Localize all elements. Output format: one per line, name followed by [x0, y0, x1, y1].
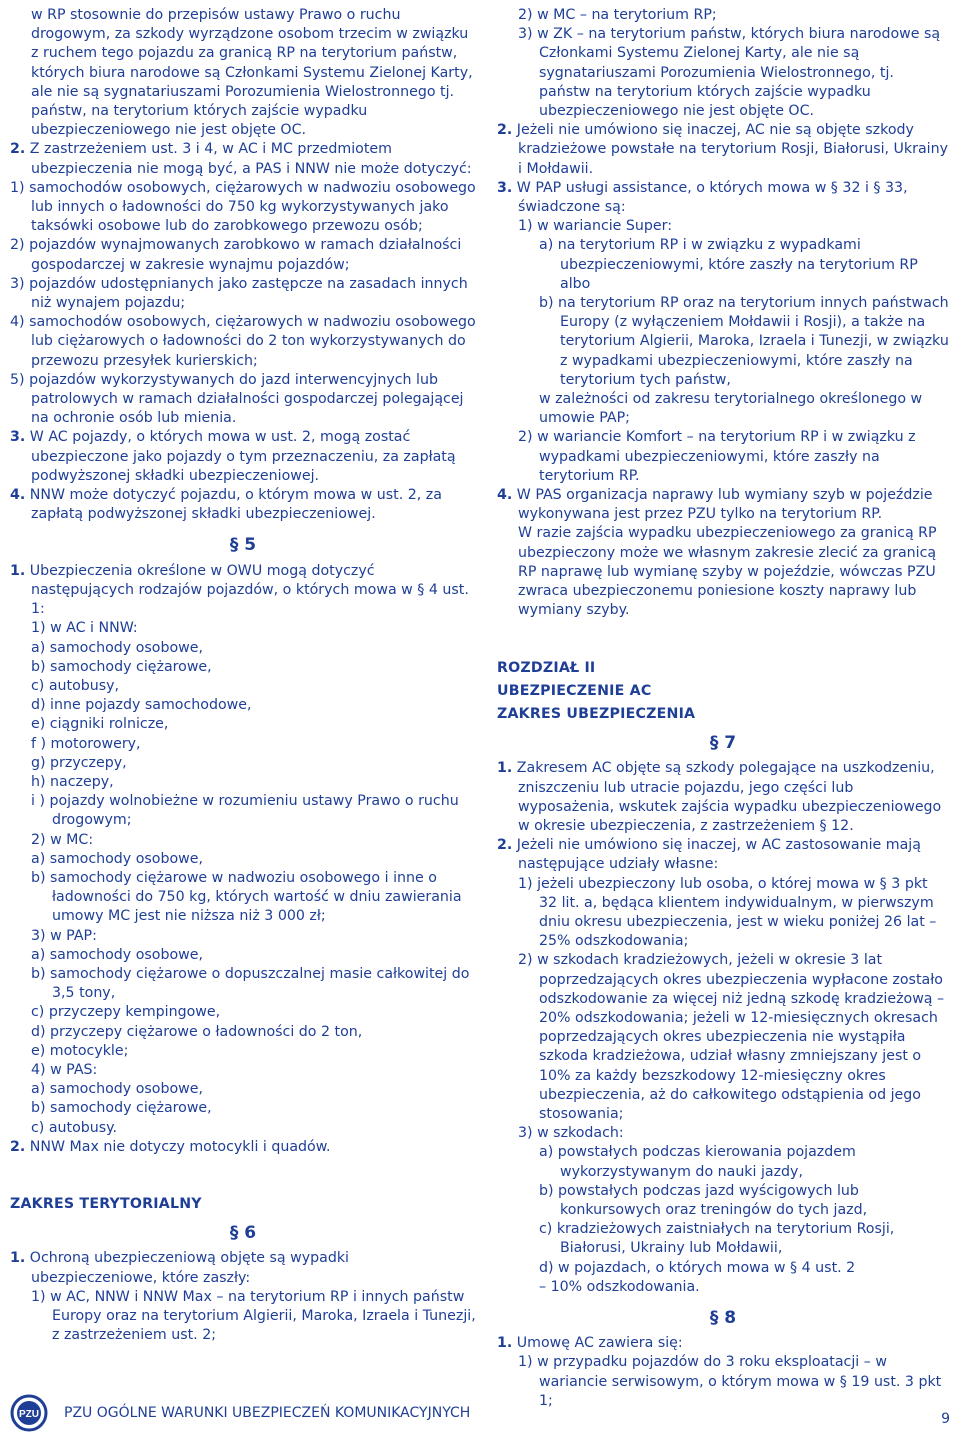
list-item: f ) motorowery, — [31, 735, 141, 752]
list-item: g) przyczepy, — [31, 754, 127, 771]
variant-komfort: 2) w wariancie Komfort – na terytorium RP i w związku z wypadkami ubezpieczeniowymi, które zaszły na terytorium RP. — [518, 429, 916, 484]
list-item: b) na terytorium RP oraz na terytorium innych państwach Europy (z wyłączeniem Mołdawii i Rosji), a także na terytorium Algierii, Maroka, Izraela i Tunezji, w związku z wypadkami ubezpieczeniowymi, które zaszły na terytorium tych państw, — [539, 295, 949, 388]
group-heading: 1) w AC i NNW: — [31, 620, 138, 637]
paragraph-4: 4. NNW może dotyczyć pojazdu, o którym mowa w ust. 2, za zapłatą podwyższonej składki ubezpieczeniowej. — [10, 487, 442, 523]
variant-super-tail: w zależności od zakresu terytorialnego określonego w umowie PAP; — [539, 391, 923, 427]
list-item: b) samochody ciężarowe, — [31, 1100, 212, 1117]
list-item: 1) samochodów osobowych, ciężarowych w nadwoziu osobowego lub innych o ładowności do 750 kg wykorzystywanych jako taksówki osobowe lub do zarobkowego przewozu osób; — [10, 179, 476, 235]
paragraph-4-continued: W razie zajścia wypadku ubezpieczeniowego za granicą RP ubezpieczony może we własnym zakresie zlecić za granicą RP naprawę lub wymianę szyby w pojeździe, wówczas PZU zwraca ubezpieczonemu poniesione koszty naprawy lub wymiany szyby. — [518, 525, 937, 619]
group-heading: 2) w MC: — [31, 831, 94, 848]
right-column — [497, 6, 949, 1411]
section-6-paragraph-1: 1. Ochroną ubezpieczeniową objęte są wypadki ubezpieczeniowe, które zaszły: — [10, 1250, 349, 1286]
page-footer — [10, 1398, 950, 1426]
page-number: 9 — [941, 1411, 950, 1427]
list-item-tail: – 10% odszkodowania. — [539, 1278, 700, 1295]
pzu-logo — [10, 1394, 48, 1432]
list-item: h) naczepy, — [31, 773, 114, 790]
list-item: b) powstałych podczas jazd wyścigowych lub konkursowych oraz treningów do tych jazd, — [539, 1182, 868, 1218]
left-column — [10, 6, 476, 1345]
svg-text:PZU: PZU — [19, 1409, 39, 1420]
section-5-heading: § 5 — [229, 535, 257, 556]
chapter-subheading: ZAKRES UBEZPIECZENIA — [497, 705, 696, 722]
list-item: 2) w MC – na terytorium RP; — [518, 7, 717, 23]
list-item: d) w pojazdach, o których mowa w § 4 ust. 2 — [539, 1259, 856, 1276]
list-item: a) samochody osobowe, — [31, 850, 203, 867]
section-8-paragraph-1: 1. Umowę AC zawiera się: — [497, 1335, 683, 1352]
section-6-heading: § 6 — [229, 1223, 257, 1244]
paragraph-3: 3. W AC pojazdy, o których mowa w ust. 2, mogą zostać ubezpieczone jako pojazdy o tym przeznaczeniu, za zapłatą podwyższonej składki ubezpieczeniowej. — [10, 429, 456, 484]
group-heading: 3) w PAP: — [31, 927, 97, 944]
chapter-subheading: UBEZPIECZENIE AC — [497, 682, 652, 699]
chapter-heading: ROZDZIAŁ II — [497, 659, 596, 676]
list-item: a) powstałych podczas kierowania pojazdem wykorzystywanym do nauki jazdy, — [539, 1144, 856, 1180]
list-item: i ) pojazdy wolnobieżne w rozumieniu ustawy Prawo o ruchu drogowym; — [31, 793, 459, 829]
list-item: c) przyczepy kempingowe, — [31, 1004, 221, 1021]
list-item: 2) w szkodach kradzieżowych, jeżeli w okresie 3 lat poprzedzających okres ubezpieczenia wypłacone zostało odszkodowanie za więcej niż jedną szkodę kradzieżową – 20% odszkodowania; jeżeli w 12-miesięcznych okresach poprzedzających okres ubezpieczenia nie wystąpiła szkoda kradzieżowa, udział własny zmniejszany jest o 10% za każdy bezszkodowy 12-miesięczny okres ubezpieczenia, aż do całkowitego odstąpienia od jego stosowania; — [518, 952, 945, 1122]
paragraph-2: 2. Z zastrzeżeniem ust. 3 i 4, w AC i MC przedmiotem ubezpieczenia nie mogą być, a PAS i NNW nie może dotyczyć: — [10, 141, 472, 177]
list-item: 1) jeżeli ubezpieczony lub osoba, o której mowa w § 3 pkt 32 lit. a, będąca klientem indywidualnym, w pierwszym dniu okresu ubezpieczenia, jest w wieku poniżej 26 lat – 25% odszkodowania; — [518, 875, 937, 950]
list-item: a) samochody osobowe, — [31, 946, 203, 963]
list-item: d) przyczepy ciężarowe o ładowności do 2 ton, — [31, 1023, 363, 1040]
list-item: c) kradzieżowych zaistniałych na terytorium Rosji, Białorusi, Ukrainy lub Mołdawii, — [539, 1221, 895, 1257]
paragraph-3: 3. W PAP usługi assistance, o których mowa w § 32 i § 33, świadczone są: — [497, 179, 908, 216]
list-item: 1) w AC, NNW i NNW Max – na terytorium RP i innych państw Europy oraz na terytorium Algierii, Maroka, Izraela i Tunezji, z zastrzeżeniem ust. 2; — [31, 1288, 476, 1344]
list-item: 2) pojazdów wynajmowanych zarobkowo w ramach działalności gospodarczej w zakresie wynajmu pojazdów; — [10, 237, 462, 273]
section-8-heading: § 8 — [709, 1308, 737, 1328]
list-item: b) samochody ciężarowe w nadwoziu osobowego i inne o ładowności do 750 kg, których wartość w dniu zawierania umowy MC jest nie niższa niż 3 000 zł; — [31, 869, 462, 925]
list-item: b) samochody ciężarowe, — [31, 658, 212, 675]
list-item: c) autobusy. — [31, 1119, 118, 1136]
intro-paragraph: w RP stosownie do przepisów ustawy Prawo o ruchu drogowym, za szkody wyrządzone osobom trzecim w związku z ruchem tego pojazdu za granicą RP na terytorium państw, których biura narodowe są Członkami Systemu Zielonej Karty, ale nie są sygnatariuszami Porozumienia Wielostronnego tj. państw, na terytorium których zajście wypadku ubezpieczeniowego nie jest objęte OC. — [31, 7, 473, 139]
section-7-paragraph-2: 2. Jeżeli nie umówiono się inaczej, w AC zastosowanie mają następujące udziały własne: — [497, 837, 921, 873]
section-5-paragraph-2: 2. NNW Max nie dotyczy motocykli i quadów. — [10, 1138, 331, 1155]
paragraph-2: 2. Jeżeli nie umówiono się inaczej, AC nie są objęte szkody kradzieżowe powstałe na terytorium Rosji, Białorusi, Ukrainy i Mołdawii. — [497, 122, 949, 177]
list-item: a) samochody osobowe, — [31, 1081, 203, 1098]
list-item: 3) w ZK – na terytorium państw, których biura narodowe są Członkami Systemu Zielonej Karty, ale nie są sygnatariuszami Porozumienia Wielostronnego, tj. państw na terytorium których zajście wypadku ubezpieczeniowego nie jest objęte OC. — [518, 26, 941, 120]
list-item: b) samochody ciężarowe o dopuszczalnej masie całkowitej do 3,5 tony, — [31, 965, 470, 1002]
list-item: 3) pojazdów udostępnianych jako zastępcze na zasadach innych niż wynajem pojazdu; — [10, 275, 468, 312]
territorial-scope-heading: ZAKRES TERYTORIALNY — [10, 1195, 202, 1212]
variant-super: 1) w wariancie Super: — [518, 218, 673, 235]
list-item: c) autobusy, — [31, 677, 120, 694]
list-item: 5) pojazdów wykorzystywanych do jazd interwencyjnych lub patrolowych w ramach działalności gospodarczej polegającej na ochronie osób lub mienia. — [10, 371, 464, 427]
paragraph-4: 4. W PAS organizacja naprawy lub wymiany szyb w pojeździe wykonywana jest przez PZU tylko na terytorium RP. — [497, 487, 933, 523]
list-item: 3) w szkodach: — [518, 1125, 624, 1142]
list-item: 4) samochodów osobowych, ciężarowych w nadwoziu osobowego lub ciężarowych o ładowności do 2 ton wykorzystywanych do przewozu przesyłek kurierskich; — [10, 314, 476, 369]
section-5-paragraph-1: 1. Ubezpieczenia określone w OWU mogą dotyczyć następujących rodzajów pojazdów, o których mowa w § 4 ust. 1: — [10, 562, 469, 618]
group-heading: 4) w PAS: — [31, 1061, 98, 1078]
list-item: a) na terytorium RP i w związku z wypadkami ubezpieczeniowymi, które zaszły na terytorium RP albo — [539, 237, 918, 292]
list-item: 1) w przypadku pojazdów do 3 roku eksploatacji – w wariancie serwisowym, o którym mowa w § 19 ust. 3 pkt 1; — [518, 1354, 942, 1409]
list-item: e) ciągniki rolnicze, — [31, 716, 169, 733]
list-item: a) samochody osobowe, — [31, 639, 203, 656]
section-7-paragraph-1: 1. Zakresem AC objęte są szkody polegające na uszkodzeniu, zniszczeniu lub utracie pojazdu, jego części lub wyposażenia, wskutek zajścia wypadku ubezpieczeniowego w okresie ubezpieczenia, z zastrzeżeniem § 12. — [497, 760, 942, 834]
list-item: e) motocykle; — [31, 1042, 129, 1059]
footer-title: PZU OGÓLNE WARUNKI UBEZPIECZEŃ KOMUNIKACYJNYCH — [64, 1405, 471, 1421]
section-7-heading: § 7 — [709, 733, 737, 754]
list-item: d) inne pojazdy samochodowe, — [31, 697, 252, 714]
